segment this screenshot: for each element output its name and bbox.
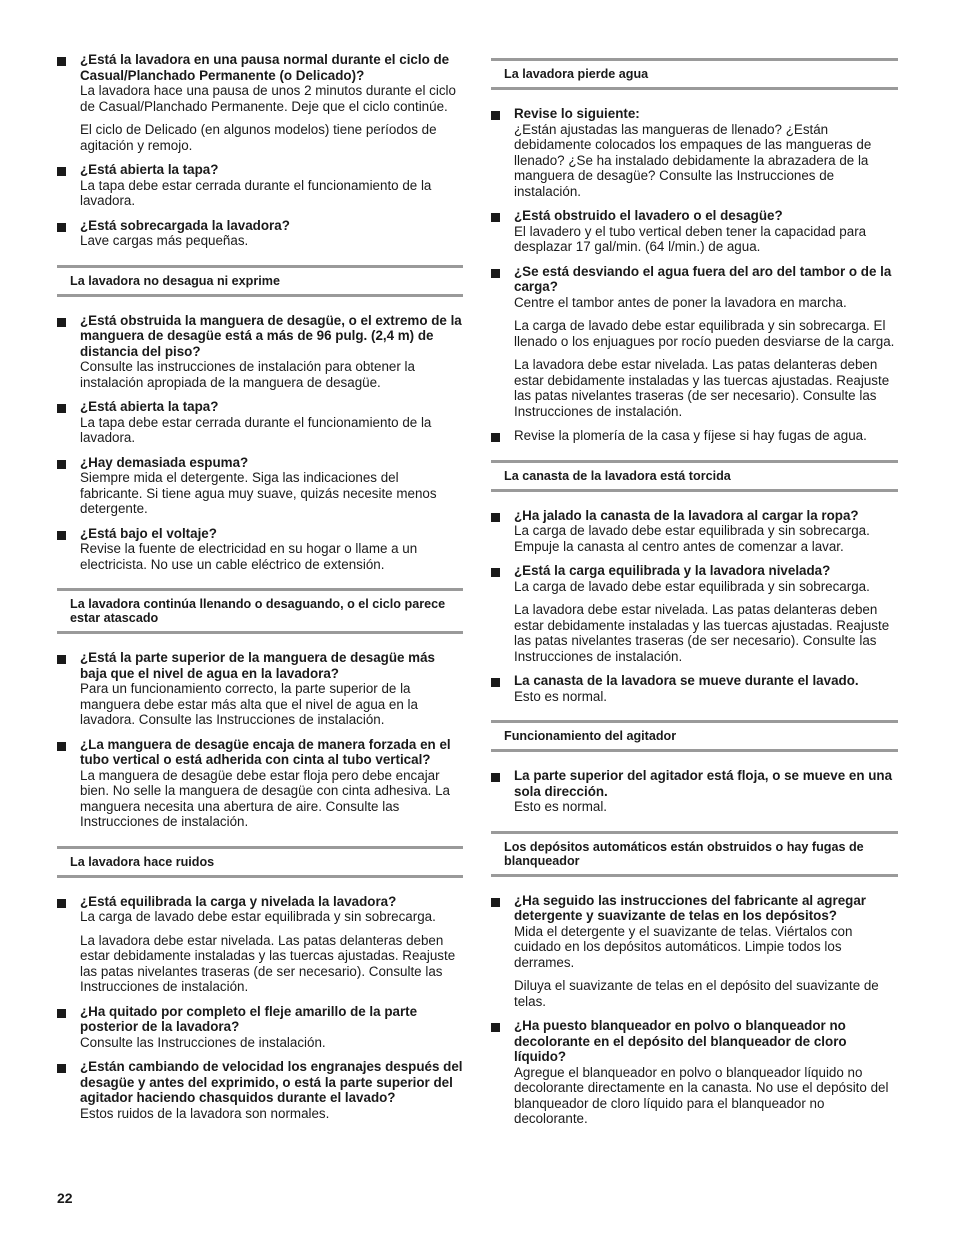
square-bullet-icon [491,433,500,442]
list-item [57,650,463,728]
right-column [491,52,898,1136]
answer-text: Lave cargas más pequeñas. [80,233,249,248]
square-bullet-icon [57,655,66,664]
answer-text: Consulte las instrucciones de instalación para obtener la instalación apropiada de la manguera de desagüe. [80,359,415,390]
square-bullet-icon [57,223,66,232]
answer-text: Revise la fuente de electricidad en su hogar o llame a un electricista. No use un cable eléctrico de extensión. [80,541,418,572]
answer-text: La lavadora debe estar nivelada. Las patas delanteras deben estar debidamente instaladas y las tuercas ajustadas. Reajuste las patas nivelantes traseras (de ser necesario). Consulte las Instrucciones de instalación. [514,602,890,664]
list-item [491,1018,898,1127]
list-item [491,508,898,555]
list-item [57,399,463,446]
list-item [57,218,463,249]
square-bullet-icon [491,269,500,278]
list-item [491,768,898,815]
section-header-dispensers [491,831,898,877]
question-text: ¿Hay demasiada espuma? [80,454,249,470]
list-item [491,428,898,444]
list-item [57,894,463,995]
answer-text: La carga de lavado debe estar equilibrada y sin sobrecarga. [514,578,870,594]
page-number: 22 [57,1190,73,1206]
question-text: ¿Está la carga equilibrada y la lavadora nivelada? [514,563,831,578]
square-bullet-icon [57,1064,66,1073]
no-drain-group [57,313,463,573]
intro-group [57,52,463,249]
square-bullet-icon [491,513,500,522]
list-item [57,313,463,391]
answer-text: Centre el tambor antes de poner la lavadora en marcha. [514,294,847,310]
square-bullet-icon [57,167,66,176]
answer-text: Esto es normal. [514,688,608,704]
question-text: ¿Está abierta la tapa? [80,162,219,177]
section-header-leaks [491,58,898,90]
section-title: La lavadora no desagua ni exprime [70,273,280,288]
question-text: ¿Se está desviando el agua fuera del aro del tambor o de la carga? [514,263,892,294]
list-item [57,455,463,517]
question-text: ¿Está equilibrada la carga y nivelada la lavadora? [80,893,397,909]
question-text: ¿Está obstruida la manguera de desagüe, o el extremo de la manguera de desagüe está a más de 96 pulg. (2,4 m) de distancia del piso? [80,312,462,359]
answer-text: Siempre mida el detergente. Siga las indicaciones del fabricante. Si tiene agua muy suave, quizás necesite menos detergente. [80,470,437,516]
answer-text: La manguera de desagüe debe estar floja pero debe encajar bien. No selle la manguera de desagüe con cinta adhesiva. La manguera necesita una abertura de aire. Consulte las Instrucciones de instalación. [80,767,450,829]
square-bullet-icon [491,568,500,577]
square-bullet-icon [57,1009,66,1018]
question-text: La parte superior del agitador está floja, o se mueve en una sola dirección. [514,768,893,799]
answer-text: Diluya el suavizante de telas en el depósito del suavizante de telas. [514,978,879,1009]
basket-tilted-group [491,508,898,705]
answer-text: La lavadora debe estar nivelada. Las patas delanteras deben estar debidamente instaladas y las tuercas ajustadas. Reajuste las patas nivelantes traseras (de ser necesario). Consulte las Instrucciones de instalación. [514,357,890,419]
question-text: ¿Están cambiando de velocidad los engranajes después del desagüe y antes del exprimido, o está la parte superior del agitador haciendo chasquidos durante el lavado? [80,1059,463,1105]
list-item [491,893,898,1010]
list-item [57,162,463,209]
question-text: ¿Está sobrecargada la lavadora? [80,217,290,233]
keeps-filling-group [57,650,463,830]
square-bullet-icon [491,898,500,907]
square-bullet-icon [57,404,66,413]
answer-text: Para un funcionamiento correcto, la parte superior de la manguera debe estar más alta que el nivel de agua en la lavadora. Consulte las Instrucciones de instalación. [80,681,418,727]
answer-text: La carga de lavado debe estar equilibrada y sin sobrecarga. [80,909,436,924]
section-title: La lavadora continúa llenando o desaguando, o el ciclo parece estar atascado [70,597,446,625]
square-bullet-icon [57,531,66,540]
answer-text: ¿Están ajustadas las mangueras de llenado? ¿Están debidamente colocados los empaques de las mangueras de llenado? ¿Se ha instalado debidamente la abrazadera de la manguera de desagüe? Consulte las Instrucciones de instalación. [514,121,872,199]
question-text: La canasta de la lavadora se mueve durante el lavado. [514,673,859,688]
list-item [57,1004,463,1051]
list-item [57,1059,463,1121]
answer-text: Esto es normal. [514,799,608,814]
section-header-basket-tilted [491,460,898,492]
section-header-keeps-filling [57,588,463,634]
answer-text: La tapa debe estar cerrada durante el funcionamiento de la lavadora. [80,414,432,445]
list-item [491,106,898,199]
section-title: Los depósitos automáticos están obstruidos o hay fugas de blanqueador [504,839,864,868]
list-item [57,737,463,830]
answer-text: El ciclo de Delicado (en algunos modelos) tiene períodos de agitación y remojo. [80,122,437,153]
section-title: La lavadora hace ruidos [70,854,215,869]
question-text: ¿Ha seguido las instrucciones del fabricante al agregar detergente y suavizante de telas en los depósitos? [514,892,866,923]
answer-text: La carga de lavado debe estar equilibrada y sin sobrecarga. Empuje la canasta al centro antes de comenzar a lavar. [514,523,870,554]
list-item [491,563,898,664]
section-header-no-drain [57,265,463,297]
answer-text: Revise la plomería de la casa y fíjese si hay fugas de agua. [514,428,867,443]
section-header-noises [57,846,463,878]
question-text: ¿Está obstruido el lavadero o el desagüe? [514,208,783,223]
leaks-group [491,106,898,444]
list-item [57,526,463,573]
list-item [491,208,898,255]
list-item [57,52,463,153]
answer-text: La carga de lavado debe estar equilibrada y sin sobrecarga. El llenado o los enjuagues por rocío pueden desviarse de la carga. [514,318,895,349]
noises-group [57,894,463,1122]
question-text: ¿La manguera de desagüe encaja de manera forzada en el tubo vertical o está adherida con cinta al tubo vertical? [80,736,451,767]
square-bullet-icon [491,213,500,222]
square-bullet-icon [491,678,500,687]
list-item [491,673,898,704]
answer-text: El lavadero y el tubo vertical deben tener la capacidad para desplazar 17 gal/min. (64 l/min.) de agua. [514,223,867,254]
list-item [491,264,898,420]
square-bullet-icon [57,899,66,908]
question-text: ¿Ha puesto blanqueador en polvo o blanqueador no decolorante en el depósito del blanqueador de cloro líquido? [514,1018,847,1064]
square-bullet-icon [491,111,500,120]
question-text: Revise lo siguiente: [514,106,640,121]
answer-text: La tapa debe estar cerrada durante el funcionamiento de la lavadora. [80,177,432,208]
square-bullet-icon [491,773,500,782]
question-text: ¿Está la lavadora en una pausa normal durante el ciclo de Casual/Planchado Permanente (o Delicado)? [80,52,450,83]
square-bullet-icon [57,742,66,751]
question-text: ¿Está bajo el voltaje? [80,525,217,541]
answer-text: La lavadora hace una pausa de unos 2 minutos durante el ciclo de Casual/Planchado Permanente. Deje que el ciclo continúe. [80,83,456,114]
section-title: La lavadora pierde agua [504,67,649,81]
question-text: ¿Está la parte superior de la manguera de desagüe más baja que el nivel de agua en la lavadora? [80,650,435,681]
square-bullet-icon [491,1023,500,1032]
question-text: ¿Ha quitado por completo el fleje amarillo de la parte posterior de la lavadora? [80,1003,418,1034]
square-bullet-icon [57,318,66,327]
answer-text: Mida el detergente y el suavizante de telas. Viértalos con cuidado en los depósitos automáticos. Limpie todos los derrames. [514,923,853,970]
question-text: ¿Ha jalado la canasta de la lavadora al cargar la ropa? [514,507,859,523]
section-title: Funcionamiento del agitador [504,729,677,743]
answer-text: Consulte las Instrucciones de instalación. [80,1034,326,1050]
square-bullet-icon [57,57,66,66]
agitator-group [491,768,898,815]
question-text: ¿Está abierta la tapa? [80,399,219,414]
square-bullet-icon [57,460,66,469]
left-column [57,52,463,1130]
dispensers-group [491,893,898,1127]
answer-text: Agregue el blanqueador en polvo o blanqueador líquido no decolorante directamente en la canasta. No use el depósito del blanqueador de cloro líquido para el blanqueador no decolorante. [514,1064,889,1126]
section-title: La canasta de la lavadora está torcida [504,468,731,483]
answer-text: La lavadora debe estar nivelada. Las patas delanteras deben estar debidamente instaladas y las tuercas ajustadas. Reajuste las patas nivelantes traseras (de ser necesario). Consulte las Instrucciones de instalación. [80,932,456,994]
section-header-agitator [491,720,898,752]
answer-text: Estos ruidos de la lavadora son normales. [80,1105,330,1121]
